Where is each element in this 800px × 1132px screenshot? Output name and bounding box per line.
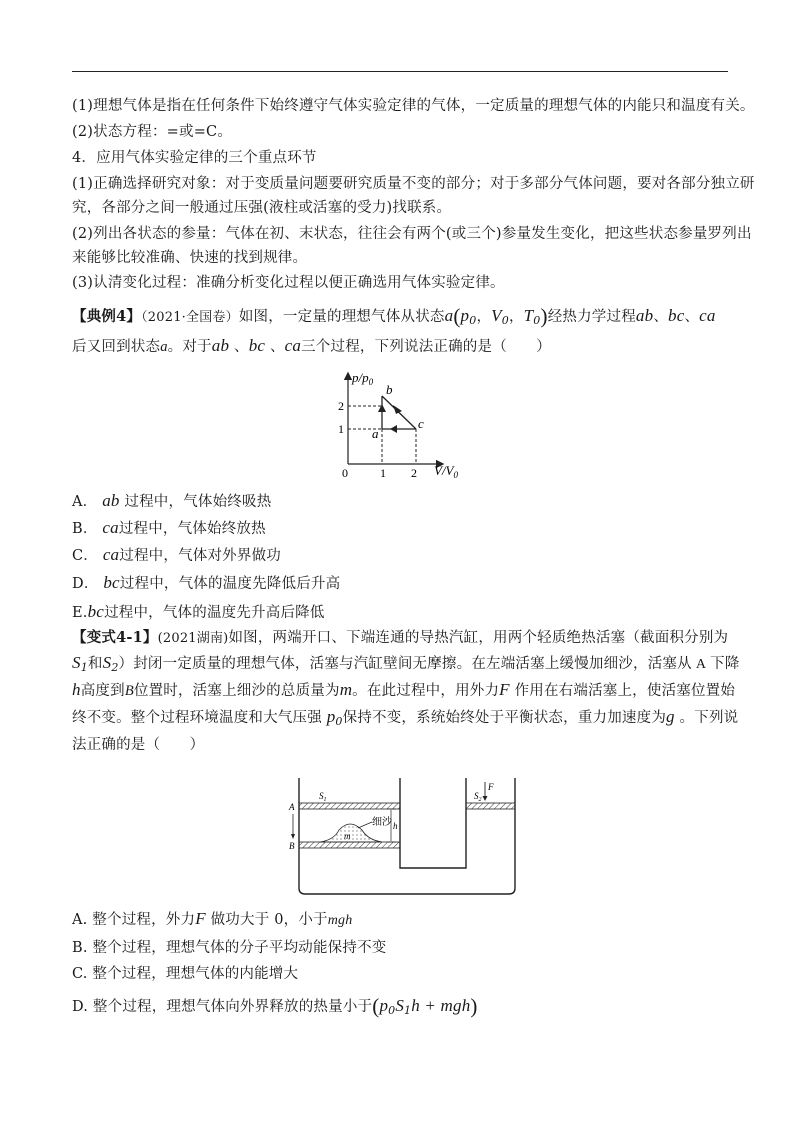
h-label: h [393,821,398,831]
variation-4-1-line-5: 法正确的是（ ） [72,737,205,753]
point-c-label: c [418,416,424,431]
variation-4-1-line-3: h高度到B位置时，活塞上细沙的总质量为m。在此过程中，用外力F 作用在右端活塞上，使活塞位置始 [72,680,736,699]
point-1a: (1)正确选择研究对象：对于变质量问题要研究质量不变的部分；对于多部分气体问题，要对各部分独立研 [72,176,755,192]
sand-mass-label: m [344,831,351,841]
section-heading-4: 4．应用气体实验定律的三个重点环节 [72,150,317,166]
cylinder-inner-wall [400,778,466,868]
example-4-option-a: A． ab 过程中，气体始终吸热 [72,491,272,510]
a-to-b-arrowhead [291,834,295,839]
kp-line-2: (2)状态方程：=或=C。 [72,124,233,140]
force-arrowhead [483,796,488,801]
variation-option-c: C. 整个过程，理想气体的内能增大 [72,966,299,982]
y-axis-label: $p/p_0$ [352,370,374,387]
header-rule [72,71,728,72]
example-4-option-e: E.bc过程中，气体的温度先升高后降低 [72,602,325,621]
kp-line-1: (1)理想气体是指在任何条件下始终遵守气体实验定律的气体，一定质量的理想气体的内能只和温度有关。 [72,98,755,114]
variation-option-b: B. 整个过程，理想气体的分子平均动能保持不变 [72,940,387,956]
example-4-option-b: B． ca过程中，气体始终放热 [72,518,266,537]
sand-label: 细沙 [372,817,392,828]
arrow-ab [378,404,386,412]
piston-b [299,842,400,848]
sand-leader [358,822,372,828]
arrow-bc [393,405,402,414]
point-a-label: a [372,426,379,441]
x-tick-1: 1 [380,466,386,480]
point-2b: 来能够比较准确、快速的找到规律。 [72,250,308,266]
x-tick-2: 2 [411,466,417,480]
point-b-label: b [386,382,393,397]
point-1b: 究，各部分之间一般通过压强(液柱或活塞的受力)找联系。 [72,200,452,216]
s2-label: $S_2$ [474,791,482,803]
y-tick-1: 1 [338,422,344,436]
piston-a [299,803,400,809]
pv-diagram [330,364,480,482]
piston-right [466,803,515,809]
example-4-option-d: D． bc过程中，气体的温度先降低后升高 [72,573,341,592]
b-label: B [289,841,295,851]
force-label: F [488,782,494,792]
point-3: (3)认清变化过程：准确分析变化过程以便正确选用气体实验定律。 [72,275,505,291]
point-2a: (2)列出各状态的参量：气体在初、末状态，往往会有两个(或三个)参量发生变化，把这些状态参量罗列出 [72,226,752,242]
s1-label: $S_1$ [319,791,327,803]
cylinder-outline [299,778,515,894]
x-axis-label: $V/V_0$ [434,463,458,480]
variation-option-a: A. 整个过程，外力F 做功大于 0，小于mgh [72,909,353,928]
variation-4-1-line-4: 终不变。整个过程环境温度和大气压强 $p_0$保持不变，系统始终处于平衡状态，重力加速度为g 。下列说 [72,707,739,728]
arrow-ca [390,425,397,433]
example-4-line-2: 后又回到状态a。对于ab 、bc 、ca三个过程，下列说法正确的是（ ） [72,336,552,355]
variation-4-1-line-2: $S_1$和$S_2$）封闭一定质量的理想气体，活塞与汽缸壁间无摩擦。在左端活塞上缓慢加细沙，活塞从 A 下降 [72,653,740,674]
variation-4-1-line-1: 【变式4-1】(2021湖南)如图，两端开口、下端连通的导热汽缸，用两个轻质绝热活塞（截面积分别为 [72,629,729,646]
example-tag: 【典例4】 [72,308,142,325]
example-4-line-1: 【典例4】（2021·全国卷）如图，一定量的理想气体从状态$a(p_0$，$V_0$，$T_0$)经热力学过程ab、bc、ca [72,304,716,328]
cylinder-diagram [284,770,524,902]
example-source: （2021·全国卷） [141,310,239,325]
origin-label: 0 [342,466,348,480]
example-4-option-c: C． ca过程中，气体对外界做功 [72,545,281,564]
a-label: A [289,802,295,812]
y-tick-2: 2 [338,399,344,413]
variation-option-d: D. 整个过程，理想气体向外界释放的热量小于$(p_0S_1h + mgh)$ [72,994,478,1018]
